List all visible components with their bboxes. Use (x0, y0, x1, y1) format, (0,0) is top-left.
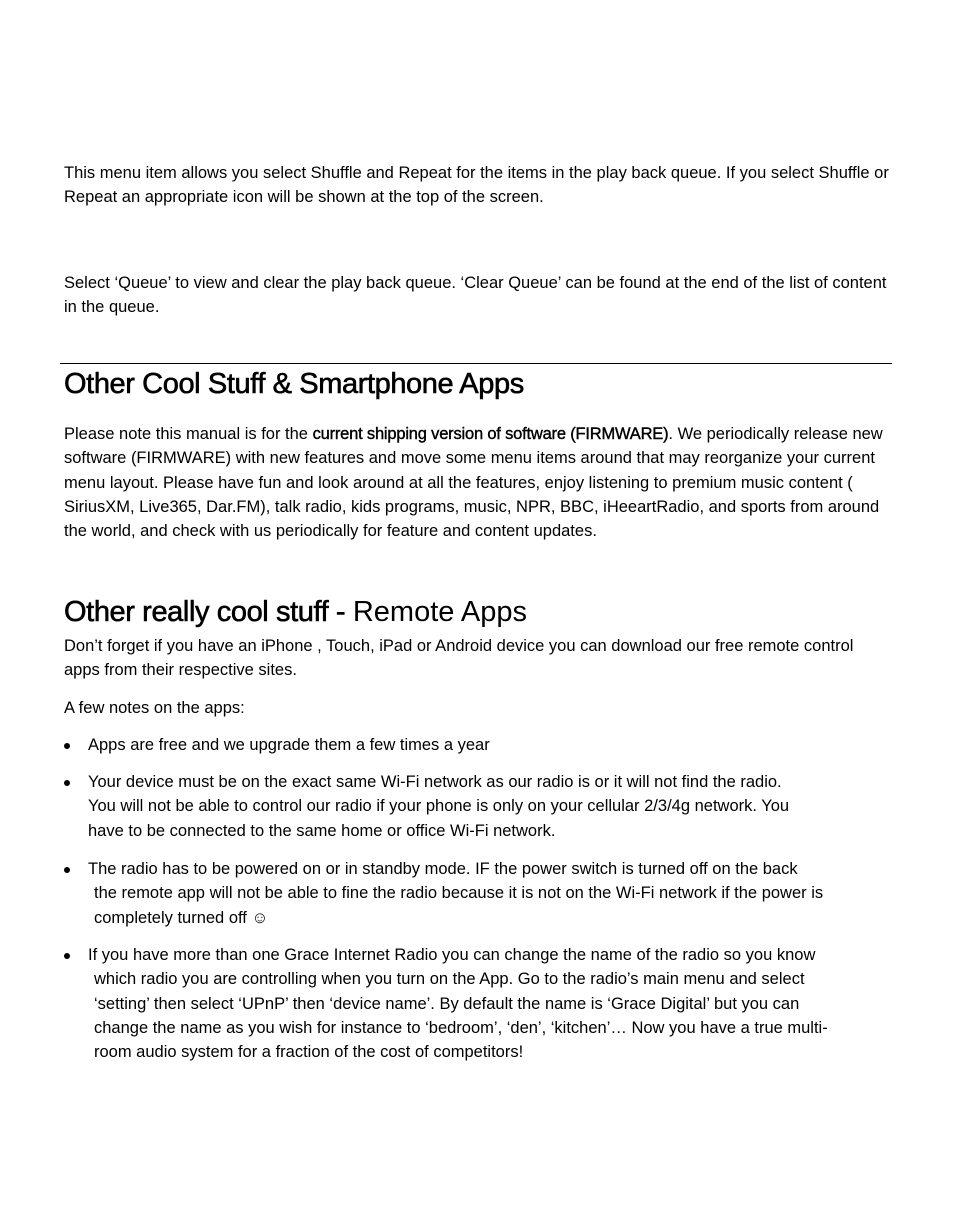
bullet-line: Apps are free and we upgrade them a few times a year (88, 736, 490, 754)
bullet-line: room audio system for a fraction of the cost of competitors! (94, 1043, 524, 1062)
bullet-line: If you have more than one Grace Internet Radio you can change the name of the radio so you know (88, 946, 816, 964)
heading-remote-light: Remote Apps (352, 596, 527, 628)
note-prefix: Please note this manual is for the (64, 425, 313, 443)
bullet-icon (64, 743, 70, 749)
heading-other-cool-stuff: Other Cool Stuff & Smartphone Apps (64, 368, 524, 400)
heading-remote-apps (64, 594, 527, 630)
bullet-icon (64, 953, 70, 959)
bullet-line: You will not be able to control our radio if your phone is only on your cellular 2/3/4g network. You (88, 797, 790, 816)
bullet-line: change the name as you wish for instance to ‘bedroom’, ‘den’, ‘kitchen’… Now you have a true multi- (94, 1018, 828, 1037)
bullet-line: the remote app will not be able to fine the radio because it is not on the Wi-Fi network if the power is (94, 884, 824, 903)
queue-paragraph: Select ‘Queue’ to view and clear the play back queue. ‘Clear Queue’ can be found at the end of the list of content in the queue. (64, 274, 887, 317)
heading-remote-bold: Other really cool stuff - (64, 596, 353, 628)
firmware-note-paragraph (64, 422, 890, 543)
bullet-icon (64, 780, 70, 786)
section-divider (60, 363, 892, 364)
note-suffix: . We periodically release new software (FIRMWARE) with new features and move some menu items around that may reorganize your current menu layout. Please have fun and look around at all the features, enjoy listening to premium music content ( SiriusXM, Live365, Dar.FM), talk radio, kids programs, music, NPR, BBC, iHeeartRadio, and sports from around the world, and check with us periodically for feature and content updates. (64, 425, 883, 541)
bullet-icon (64, 867, 70, 873)
bullet-line: which radio you are controlling when you turn on the App. Go to the radio’s main menu and select (94, 970, 805, 989)
bullet-line: The radio has to be powered on or in standby mode. IF the power switch is turned off on the back (88, 860, 798, 878)
bullet-line: ‘setting’ then select ‘UPnP’ then ‘device name’. By default the name is ‘Grace Digital’ but you can (94, 994, 800, 1013)
note-emphasis: current shipping version of software (FIRMWARE) (312, 425, 669, 443)
notes-intro: A few notes on the apps: (64, 699, 245, 717)
bullet-line: have to be connected to the same home or office Wi-Fi network. (88, 821, 556, 840)
bullet-line: completely turned off ☺ (94, 908, 269, 927)
shuffle-repeat-paragraph: This menu item allows you select Shuffle and Repeat for the items in the play back queue. If you select Shuffle or Repeat an appropriate icon will be shown at the top of the screen. (64, 164, 889, 207)
remote-apps-paragraph: Don’t forget if you have an iPhone , Touch, iPad or Android device you can download our free remote control apps from their respective sites. (64, 637, 854, 680)
bullet-line: Your device must be on the exact same Wi-Fi network as our radio is or it will not find the radio. (88, 773, 782, 791)
